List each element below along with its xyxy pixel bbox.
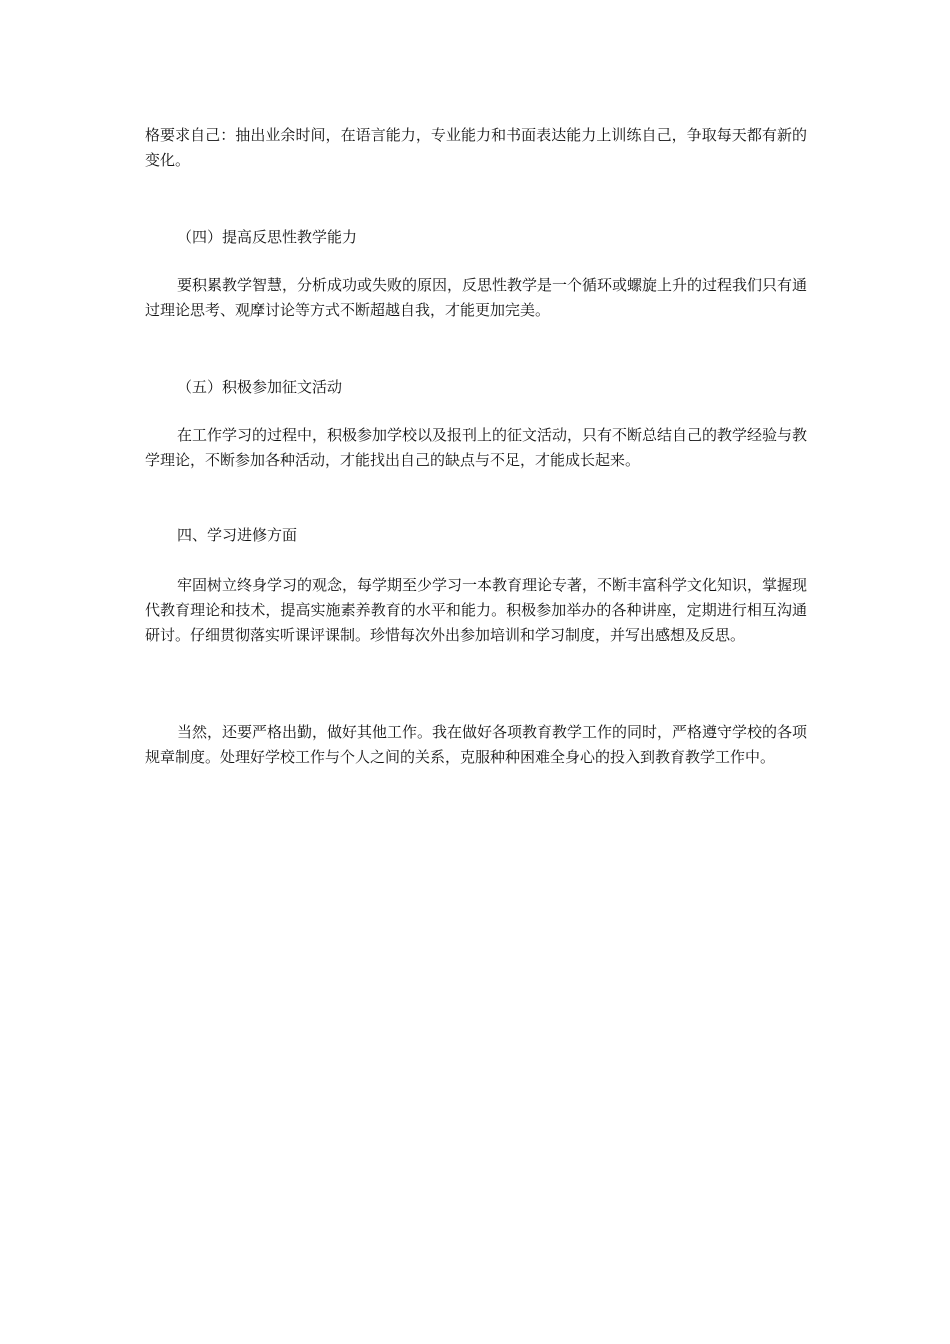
- heading-study-section: 四、学习进修方面: [177, 526, 298, 544]
- heading-essay-activities: （五）积极参加征文活动: [177, 378, 343, 396]
- paragraph-study-section: 牢固树立终身学习的观念，每学期至少学习一本教育理论专著，不断丰富科学文化知识，掌握现代教育理论和技术，提高实施素养教育的水平和能力。积极参加举办的各种讲座，定期进行相互沟通研讨。仔细贯彻落实听课评课制。珍惜每次外出参加培训和学习制度，并写出感想及反思。: [145, 576, 808, 644]
- heading-reflective-teaching: （四）提高反思性教学能力: [177, 228, 358, 246]
- paragraph-essay-activities: 在工作学习的过程中，积极参加学校以及报刊上的征文活动，只有不断总结自己的教学经验与教学理论，不断参加各种活动，才能找出自己的缺点与不足，才能成长起来。: [145, 426, 808, 469]
- paragraph-reflective-teaching: 要积累教学智慧，分析成功或失败的原因，反思性教学是一个循环或螺旋上升的过程我们只有通过理论思考、观摩讨论等方式不断超越自我，才能更加完美。: [145, 276, 808, 319]
- paragraph-closing: 当然，还要严格出勤，做好其他工作。我在做好各项教育教学工作的同时，严格遵守学校的各项规章制度。处理好学校工作与个人之间的关系，克服种种困难全身心的投入到教育教学工作中。: [145, 723, 808, 766]
- paragraph-continuation: 格要求自己：抽出业余时间，在语言能力，专业能力和书面表达能力上训练自己，争取每天都有新的变化。: [145, 126, 807, 169]
